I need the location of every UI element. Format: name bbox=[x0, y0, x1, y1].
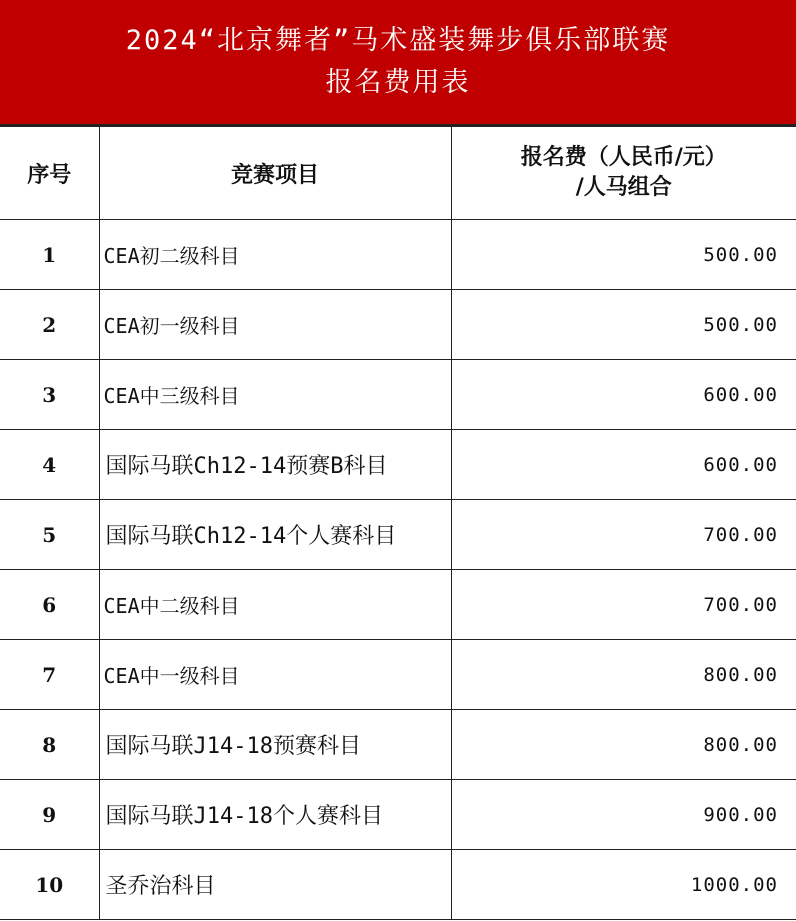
fee-table bbox=[0, 126, 796, 920]
fee-amount: 600.00 bbox=[451, 430, 796, 500]
row-number: 10 bbox=[0, 850, 99, 920]
row-number: 3 bbox=[0, 360, 99, 430]
event-name: 国际马联Ch12-14个人赛科目 bbox=[99, 500, 451, 570]
table-row bbox=[0, 430, 796, 500]
title-line-2: 报名费用表 bbox=[325, 67, 471, 98]
table-row bbox=[0, 710, 796, 780]
table-row bbox=[0, 360, 796, 430]
header-fee-line-1: 报名费（人民币/元） bbox=[520, 145, 727, 170]
table-row bbox=[0, 640, 796, 710]
row-number: 8 bbox=[0, 710, 99, 780]
table-row bbox=[0, 570, 796, 640]
event-name: 国际马联J14-18个人赛科目 bbox=[99, 780, 451, 850]
table-row bbox=[0, 290, 796, 360]
row-number: 9 bbox=[0, 780, 99, 850]
header-item: 竞赛项目 bbox=[99, 127, 451, 220]
header-no: 序号 bbox=[0, 127, 99, 220]
event-name: CEA初一级科目 bbox=[99, 290, 451, 360]
table-row bbox=[0, 850, 796, 920]
fee-amount: 900.00 bbox=[451, 780, 796, 850]
event-name: 国际马联Ch12-14预赛B科目 bbox=[99, 430, 451, 500]
fee-amount: 500.00 bbox=[451, 290, 796, 360]
fee-amount: 800.00 bbox=[451, 710, 796, 780]
table-row bbox=[0, 500, 796, 570]
row-number: 1 bbox=[0, 220, 99, 290]
fee-amount: 600.00 bbox=[451, 360, 796, 430]
event-name: CEA初二级科目 bbox=[99, 220, 451, 290]
row-number: 5 bbox=[0, 500, 99, 570]
fee-amount: 500.00 bbox=[451, 220, 796, 290]
event-name: CEA中一级科目 bbox=[99, 640, 451, 710]
event-name: 圣乔治科目 bbox=[99, 850, 451, 920]
row-number: 2 bbox=[0, 290, 99, 360]
header-fee bbox=[451, 127, 796, 220]
event-name: 国际马联J14-18预赛科目 bbox=[99, 710, 451, 780]
row-number: 6 bbox=[0, 570, 99, 640]
header-fee-line-2: /人马组合 bbox=[575, 175, 672, 200]
row-number: 4 bbox=[0, 430, 99, 500]
table-row bbox=[0, 220, 796, 290]
title-banner bbox=[0, 0, 796, 126]
title-line-1: 2024“北京舞者”马术盛装舞步俱乐部联赛 bbox=[125, 25, 671, 56]
event-name: CEA中三级科目 bbox=[99, 360, 451, 430]
fee-amount: 800.00 bbox=[451, 640, 796, 710]
table-row bbox=[0, 780, 796, 850]
fee-amount: 1000.00 bbox=[451, 850, 796, 920]
fee-amount: 700.00 bbox=[451, 570, 796, 640]
row-number: 7 bbox=[0, 640, 99, 710]
header-row bbox=[0, 127, 796, 220]
fee-amount: 700.00 bbox=[451, 500, 796, 570]
event-name: CEA中二级科目 bbox=[99, 570, 451, 640]
